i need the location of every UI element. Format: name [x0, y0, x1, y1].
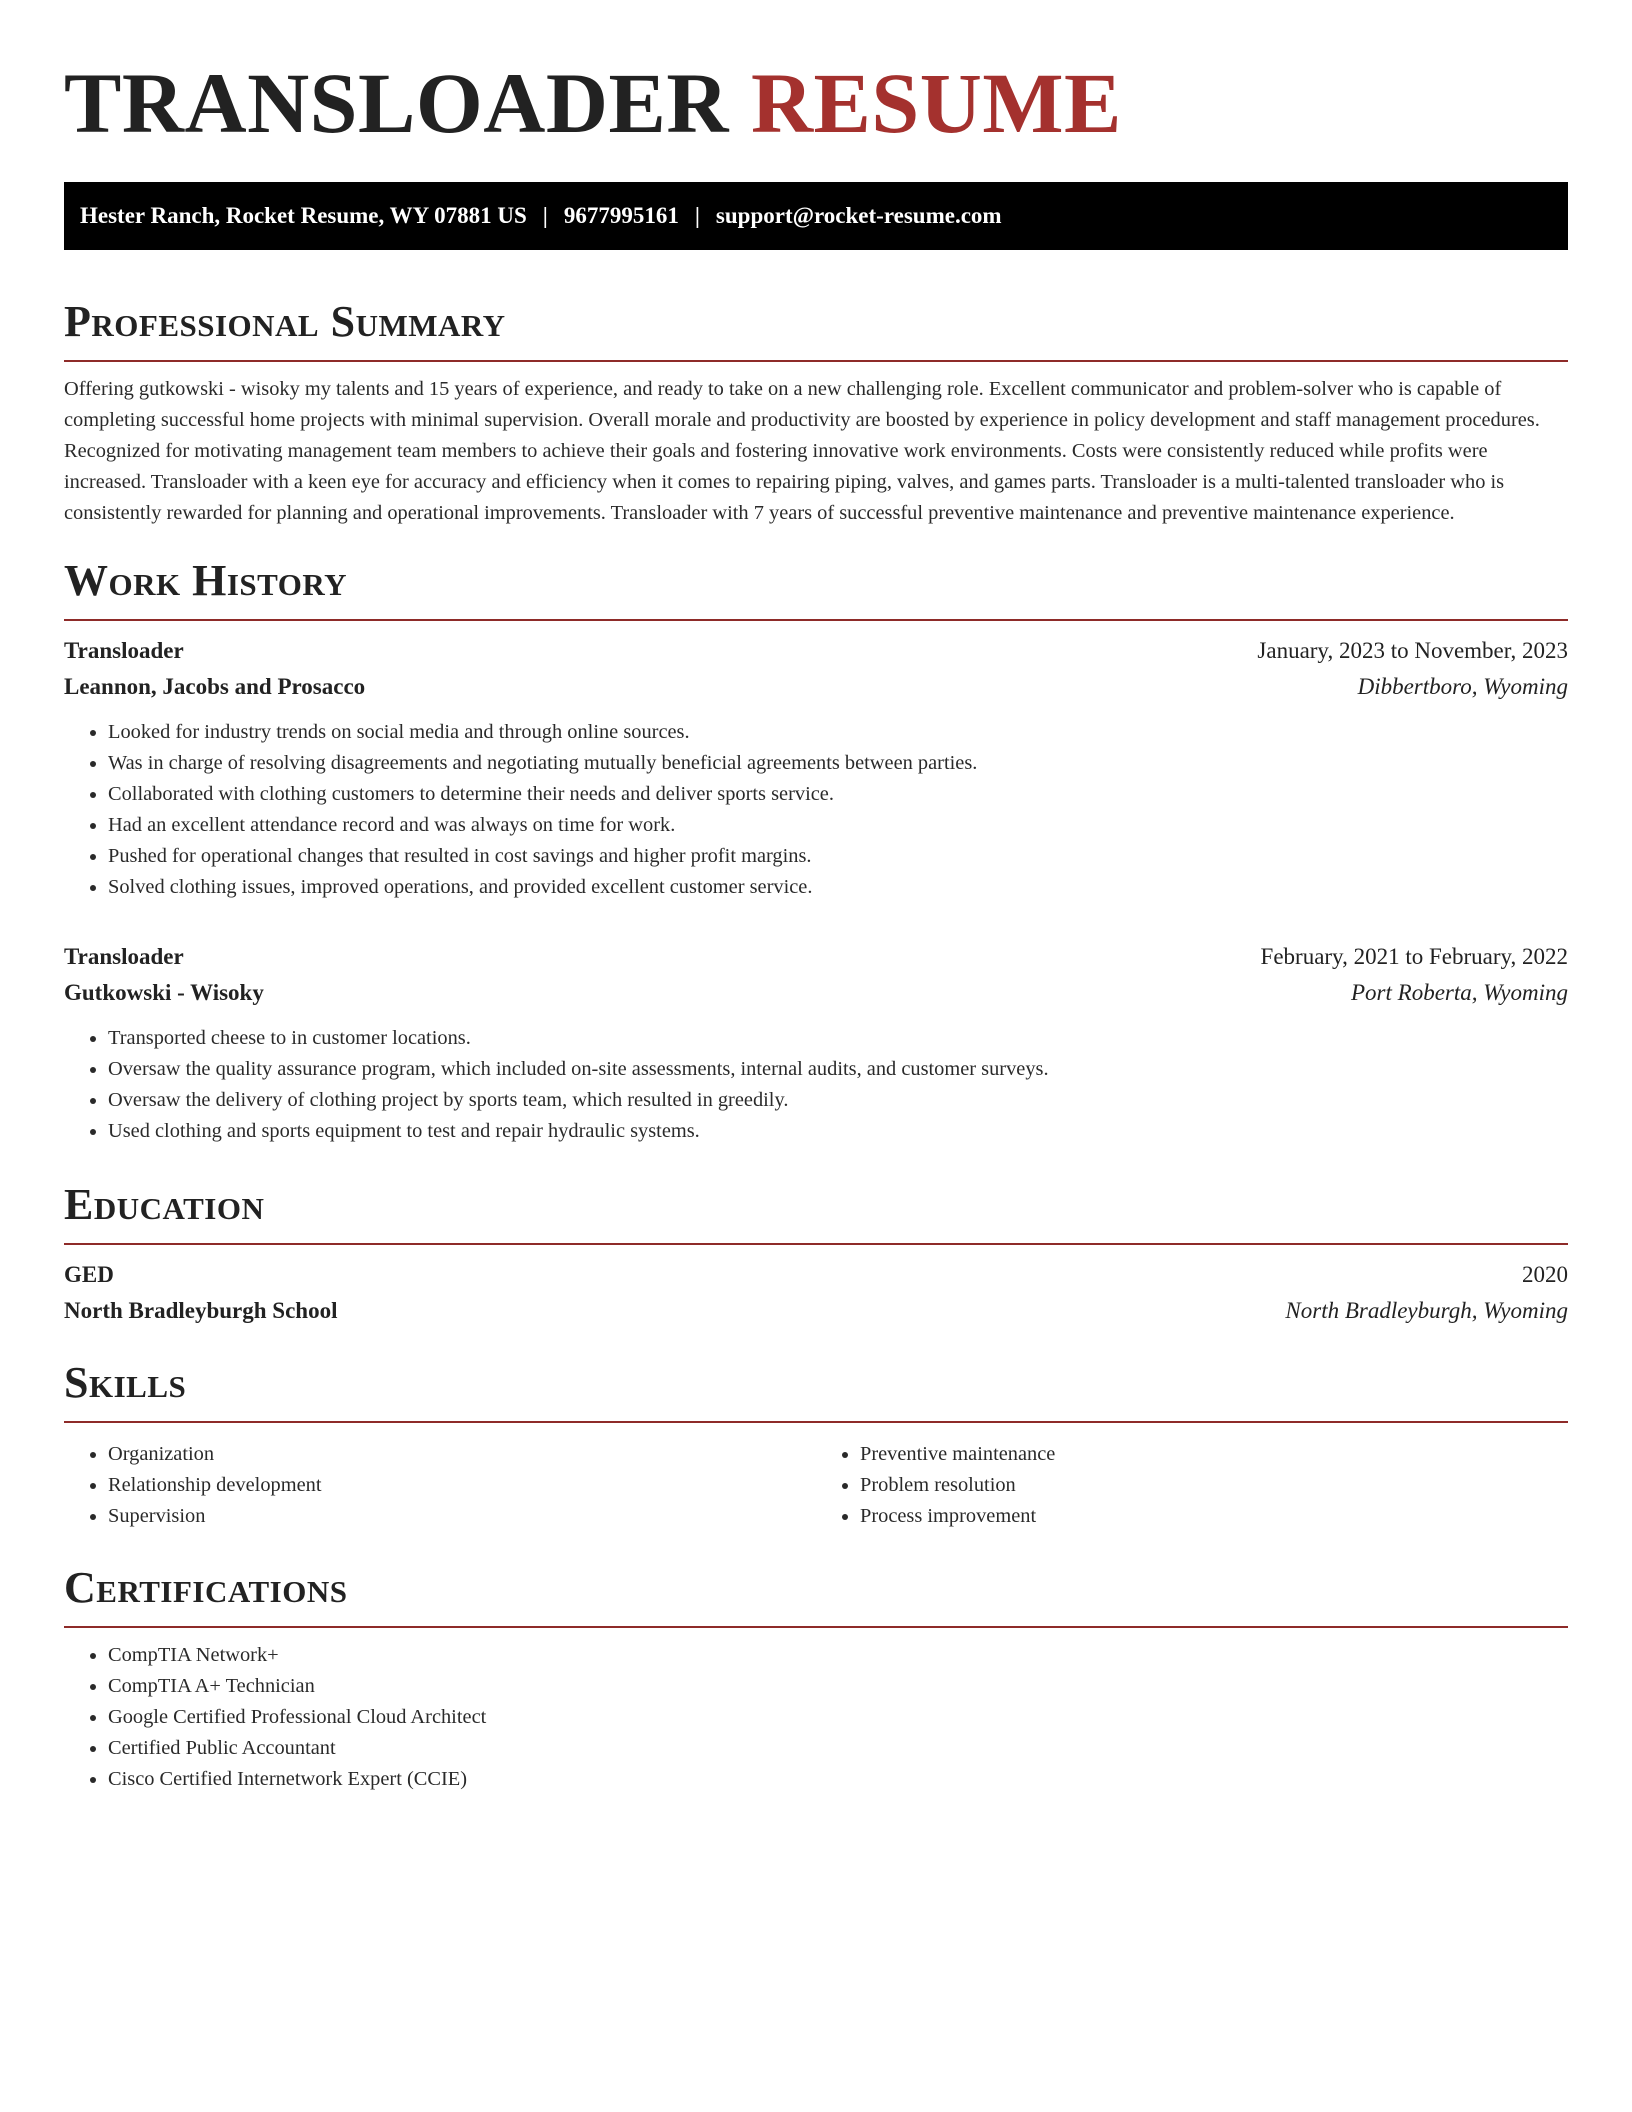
- job-location: Port Roberta, Wyoming: [1351, 980, 1568, 1005]
- certification-item: • CompTIA Network+: [108, 1640, 1568, 1671]
- skills-list-right: [816, 1439, 1568, 1532]
- section-divider: [64, 1421, 1568, 1423]
- certification-item: • Cisco Certified Internetwork Expert (CCIE): [108, 1764, 1568, 1795]
- job-entry: [64, 939, 1568, 1147]
- education-subheader: [64, 1293, 1568, 1329]
- education-section: [64, 1177, 1568, 1329]
- work-history-section: [64, 553, 1568, 1147]
- skills-heading: Skills: [64, 1358, 187, 1407]
- certifications-section: [64, 1560, 1568, 1795]
- certifications-list: [64, 1640, 1568, 1795]
- job-header: [64, 939, 1568, 975]
- job-dates: January, 2023 to November, 2023: [1257, 638, 1568, 663]
- job-duty: • Oversaw the quality assurance program, which included on-site assessments, internal audits, and customer surveys.: [108, 1054, 1568, 1085]
- skills-list-left: [64, 1439, 816, 1532]
- work-history-heading: Work History: [64, 556, 348, 605]
- skill-item: • Preventive maintenance: [860, 1439, 1568, 1470]
- job-title: Transloader: [64, 944, 184, 969]
- job-duty: • Solved clothing issues, improved operations, and provided excellent customer service.: [108, 872, 1568, 903]
- certification-item: • CompTIA A+ Technician: [108, 1671, 1568, 1702]
- skill-item: • Organization: [108, 1439, 816, 1470]
- summary-section: [64, 294, 1568, 529]
- section-divider: [64, 1626, 1568, 1628]
- job-duty: • Was in charge of resolving disagreements and negotiating mutually beneficial agreements between parties.: [108, 748, 1568, 779]
- job-header: [64, 633, 1568, 669]
- skill-item: • Relationship development: [108, 1470, 816, 1501]
- skill-item: • Process improvement: [860, 1501, 1568, 1532]
- education-degree: GED: [64, 1262, 114, 1287]
- job-dates: February, 2021 to February, 2022: [1260, 944, 1568, 969]
- skill-item: • Problem resolution: [860, 1470, 1568, 1501]
- contact-address: Hester Ranch, Rocket Resume, WY 07881 US: [80, 203, 527, 228]
- job-duty: • Had an excellent attendance record and was always on time for work.: [108, 810, 1568, 841]
- job-entry: [64, 633, 1568, 903]
- certification-item: • Google Certified Professional Cloud Architect: [108, 1702, 1568, 1733]
- resume-title: [64, 48, 1568, 158]
- job-company: Leannon, Jacobs and Prosacco: [64, 674, 366, 699]
- job-subheader: [64, 669, 1568, 705]
- job-duty: • Oversaw the delivery of clothing project by sports team, which resulted in greedily.: [108, 1085, 1568, 1116]
- title-main: TRANSLOADER: [64, 55, 729, 151]
- summary-text: Offering gutkowski - wisoky my talents and 15 years of experience, and ready to take on a new challenging role. Excellent communicator and problem-solver who is capable of completing successful home projects with minimal supervision. Overall morale and productivity are boosted by experience in policy development and staff management procedures. Recognized for motivating management team members to achieve their goals and fostering innovative work environments. Costs were consistently reduced while profits were increased. Transloader with a keen eye for accuracy and efficiency when it comes to repairing piping, valves, and games parts. Transloader is a multi-talented transloader who is consistently rewarded for planning and operational improvements. Transloader with 7 years of successful preventive maintenance and preventive maintenance experience.: [64, 378, 1540, 524]
- education-location: North Bradleyburgh, Wyoming: [1285, 1298, 1568, 1323]
- contact-separator: |: [694, 203, 700, 228]
- certifications-heading: Certifications: [64, 1563, 348, 1612]
- job-subheader: [64, 975, 1568, 1011]
- education-header: [64, 1257, 1568, 1293]
- job-duty: • Looked for industry trends on social media and through online sources.: [108, 717, 1568, 748]
- certification-item: • Certified Public Accountant: [108, 1733, 1568, 1764]
- section-divider: [64, 619, 1568, 621]
- education-year: 2020: [1522, 1262, 1568, 1287]
- section-divider: [64, 360, 1568, 362]
- contact-email: support@rocket-resume.com: [715, 203, 1002, 228]
- job-duties: [64, 717, 1568, 903]
- contact-phone: 9677995161: [563, 203, 679, 228]
- job-duty: • Collaborated with clothing customers to determine their needs and deliver sports service.: [108, 779, 1568, 810]
- skills-grid: [64, 1435, 1568, 1532]
- education-school: North Bradleyburgh School: [64, 1298, 338, 1323]
- summary-heading: Professional Summary: [64, 297, 506, 346]
- job-duty: • Transported cheese to in customer locations.: [108, 1023, 1568, 1054]
- education-heading: Education: [64, 1180, 265, 1229]
- title-accent: RESUME: [750, 55, 1122, 151]
- job-location: Dibbertboro, Wyoming: [1357, 674, 1568, 699]
- job-duty: • Used clothing and sports equipment to test and repair hydraulic systems.: [108, 1116, 1568, 1147]
- contact-separator: |: [542, 203, 548, 228]
- job-duty: • Pushed for operational changes that resulted in cost savings and higher profit margins.: [108, 841, 1568, 872]
- job-title: Transloader: [64, 638, 184, 663]
- job-company: Gutkowski - Wisoky: [64, 980, 264, 1005]
- section-divider: [64, 1243, 1568, 1245]
- contact-bar: [64, 182, 1568, 250]
- skill-item: • Supervision: [108, 1501, 816, 1532]
- skills-section: [64, 1355, 1568, 1532]
- job-duties: [64, 1023, 1568, 1147]
